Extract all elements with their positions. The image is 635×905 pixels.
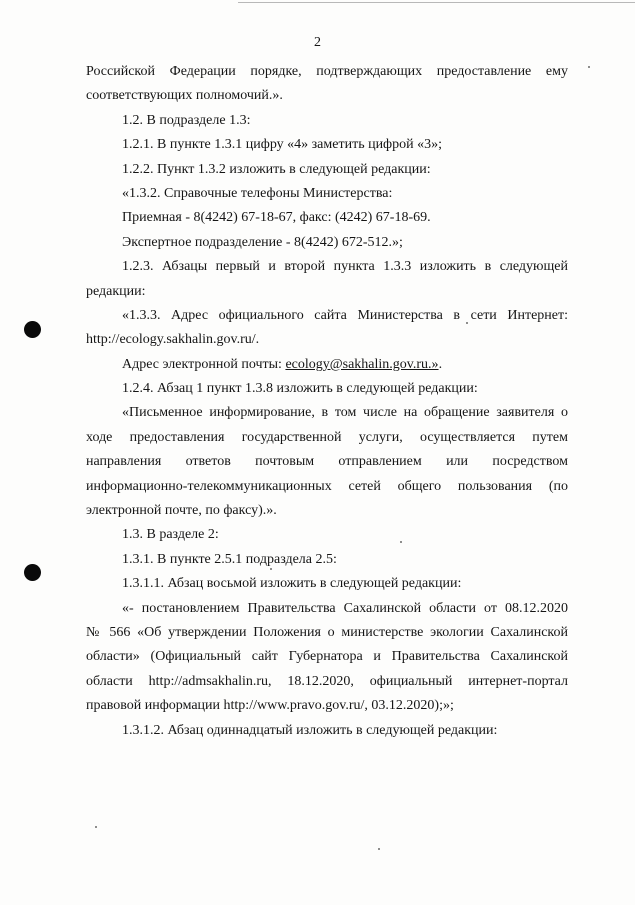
text-line: соответствующих полномочий.».: [86, 88, 283, 104]
text-line: 1.3.1.2. Абзац одиннадцатый изложить в следующей редакции:: [122, 722, 498, 738]
text-line: 1.2.2. Пункт 1.3.2 изложить в следующей редакции:: [122, 161, 431, 177]
text-line: области» (Официальный сайт Губернатора и Правительства Сахалинской: [86, 649, 568, 665]
text-line: Приемная - 8(4242) 67-18-67, факс: (4242) 67-18-69.: [122, 210, 431, 226]
text-line: Российской Федерации порядке, подтверждающих предоставление ему: [86, 64, 568, 79]
text-line: ходе предоставления государственной услуги, осуществляется путем: [86, 429, 568, 445]
text-line: 1.2.3. Абзацы первый и второй пункта 1.3.3 изложить в следующей: [122, 259, 568, 275]
text-line: «1.3.3. Адрес официального сайта Министерства в сети Интернет:: [122, 307, 568, 323]
email-line: [86, 353, 568, 377]
email-link[interactable]: ecology@sakhalin.gov.ru.»: [285, 356, 439, 372]
text-line: 1.3.1.1. Абзац восьмой изложить в следующей редакции:: [122, 576, 462, 592]
text-line: информационно-телекоммуникационных сетей общего пользования (по: [86, 478, 568, 494]
scan-speck: [95, 826, 97, 828]
text-line: «- постановлением Правительства Сахалинской области от 08.12.2020: [122, 600, 568, 616]
punch-hole-lower: [24, 564, 41, 581]
punch-hole-upper: [24, 321, 41, 338]
scan-top-edge: [238, 2, 635, 3]
email-label: Адрес электронной почты:: [122, 356, 286, 372]
text-line: 1.2. В подразделе 1.3:: [122, 112, 251, 128]
scan-speck: [588, 66, 590, 68]
text-line: 1.2.1. В пункте 1.3.1 цифру «4» заметить цифрой «3»;: [122, 137, 443, 153]
text-line: редакции:: [86, 283, 146, 299]
text-line: правовой информации http://www.pravo.gov.ru/, 03.12.2020);»;: [86, 698, 454, 714]
scan-speck: [378, 848, 380, 850]
text-line: направления ответов почтовым отправлением или посредством: [86, 454, 568, 470]
text-line: электронной почте, по факсу).».: [86, 503, 277, 519]
text-line: «Письменное информирование, в том числе на обращение заявителя о: [122, 405, 568, 421]
text-line: 1.3. В разделе 2:: [122, 527, 219, 543]
text-line: 1.2.4. Абзац 1 пункт 1.3.8 изложить в следующей редакции:: [122, 381, 478, 397]
document-body: [86, 60, 568, 743]
text-line: 1.3.1. В пункте 2.5.1 подраздела 2.5:: [122, 551, 337, 567]
text-line: «1.3.2. Справочные телефоны Министерства:: [122, 185, 393, 201]
text-line: Экспертное подразделение - 8(4242) 672-512.»;: [122, 234, 403, 250]
page-number: 2: [314, 35, 321, 50]
text-line: № 566 «Об утверждении Положения о министерстве экологии Сахалинской: [86, 624, 568, 640]
text-line: области http://admsakhalin.ru, 18.12.2020, официальный интернет-портал: [86, 673, 568, 689]
email-suffix: .: [438, 356, 443, 372]
text-line: http://ecology.sakhalin.gov.ru/.: [86, 332, 260, 348]
